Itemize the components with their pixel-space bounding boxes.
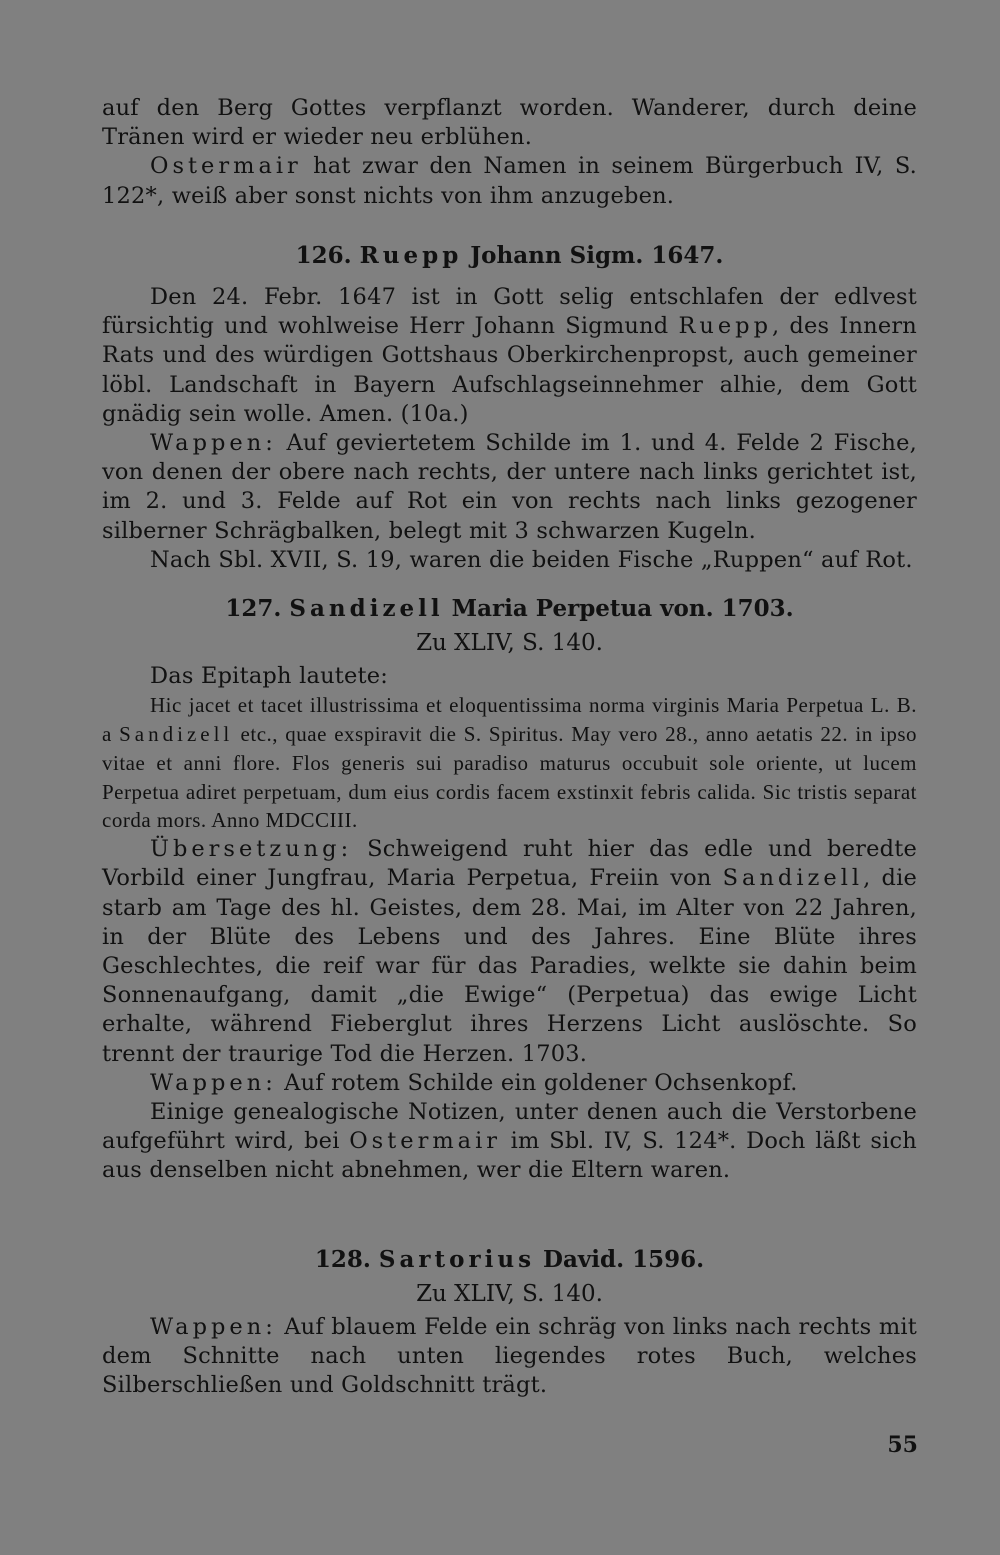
entry-128-wappen bbox=[102, 1313, 917, 1401]
wappen-label: Wappen: bbox=[150, 430, 277, 457]
wappen-text: Auf rotem Schilde ein goldener Ochsenkopf. bbox=[284, 1069, 798, 1096]
entry-127-wappen bbox=[102, 1069, 917, 1098]
entry-126 bbox=[102, 241, 917, 575]
wappen-label: Wappen: bbox=[150, 1069, 277, 1096]
paragraph-text: Den 24. Febr. 1647 ist in Gott selig entschlafen der edlvest fürsichtig und wohlweise Herr Johann Sigmund bbox=[102, 284, 917, 340]
wappen-label: Wappen: bbox=[150, 1314, 277, 1340]
person-name: Ruepp bbox=[678, 313, 772, 340]
wappen-text: Auf blauem Felde ein schräg von links nach rechts mit dem Schnitte nach unten liegendes rotes Buch, welches Silberschließen und Goldschnitt trägt. bbox=[102, 1314, 918, 1399]
paragraph-text: Schweigend ruht hier das edle und beredte Vorbild einer Jungfrau, Maria Perpetua, Freiin von bbox=[102, 836, 917, 892]
entry-given-name-year: David. 1596. bbox=[543, 1246, 705, 1273]
entry-126-text bbox=[102, 283, 917, 429]
entry-given-name-year: Maria Perpetua von. 1703. bbox=[451, 595, 794, 622]
paragraph-text: etc., quae exspiravit die S. Spiritus. May vero 28., anno aetatis 22. in ipso vitae et anni flore. Flos generis sui paradiso maturus occubuit sole oriente, ut lucem Perpetua adiret perpetuam, dum eius cordis facem exstinxit febris calida. Sic tristis separat corda mors. Anno MDCCIII. bbox=[102, 722, 918, 833]
translation-label: Übersetzung: bbox=[150, 836, 353, 863]
entry-127-heading bbox=[102, 594, 917, 624]
paragraph-text: , des Innern Rats und des würdigen Gottshaus Oberkirchenpropst, auch gemeiner löbl. Landschaft in Bayern Aufschlagseinnehmer alhie, dem Gott gnädig sein wolle. Amen. (10a.) bbox=[102, 313, 917, 427]
entry-126-wappen bbox=[102, 429, 917, 546]
entry-given-name-year: Johann Sigm. 1647. bbox=[470, 242, 724, 269]
person-name: Sandizell bbox=[722, 865, 864, 892]
person-name: Ostermair bbox=[150, 153, 302, 180]
translation-paragraph bbox=[102, 835, 917, 1069]
entry-number: 128. bbox=[314, 1246, 371, 1273]
person-name: Sandizell bbox=[119, 722, 234, 746]
entry-128 bbox=[102, 1245, 917, 1401]
entry-surname: Sartorius bbox=[378, 1246, 536, 1273]
paragraph-text: hat zwar den Namen in seinem Bürgerbuch IV, S. 122*, weiß aber sonst nichts von ihm anzugeben. bbox=[102, 153, 917, 209]
continuation-paragraph: auf den Berg Gottes verpflanzt worden. Wanderer, durch deine Tränen wird er wieder neu erblühen. bbox=[102, 95, 917, 151]
page-number: 55 bbox=[887, 1432, 918, 1458]
entry-127-notes bbox=[102, 1098, 917, 1186]
entry-126-note: Nach Sbl. XVII, S. 19, waren die beiden Fische „Ruppen“ auf Rot. bbox=[150, 546, 913, 573]
entry-surname: Sandizell bbox=[289, 595, 444, 622]
entry-number: 126. bbox=[295, 242, 352, 269]
person-name: Ostermair bbox=[349, 1128, 502, 1155]
entry-127 bbox=[102, 594, 917, 1186]
paragraph-text: Einige genealogische Notizen, unter denen auch die Verstorbene aufgeführt wird, bei bbox=[102, 1099, 917, 1155]
entry-128-reference: Zu XLIV, S. 140. bbox=[416, 1281, 603, 1307]
entry-surname: Ruepp bbox=[359, 242, 463, 269]
ostermair-paragraph bbox=[102, 152, 917, 210]
paragraph-text: Hic jacet et tacet illustrissima et eloquentissima norma virginis Maria Perpetua L. B. a bbox=[102, 693, 917, 746]
entry-number: 127. bbox=[225, 595, 282, 622]
epitaph-intro: Das Epitaph lautete: bbox=[150, 663, 389, 689]
entry-126-heading bbox=[102, 241, 917, 271]
latin-epitaph bbox=[102, 691, 917, 835]
entry-128-heading bbox=[102, 1245, 917, 1275]
continuation-block bbox=[102, 94, 917, 211]
paragraph-text: , die starb am Tage des hl. Geistes, dem 28. Mai, im Alter von 22 Jahren, in der Blüte des Lebens und des Jahres. Eine Blüte ihres Geschlechtes, die reif war für das Paradies, welkte sie dahin beim Sonnenaufgang, damit „die Ewige“ (Perpetua) das ewige Licht erhalte, während Fieberglut ihres Herzens Licht auslöschte. So trennt der traurige Tod die Herzen. 1703. bbox=[102, 865, 918, 1067]
wappen-text: Auf geviertetem Schilde im 1. und 4. Felde 2 Fische, von denen der obere nach rechts, der untere nach links gerichtet ist, im 2. und 3. Felde auf Rot ein von rechts nach links gezogener silberner Schrägbalken, belegt mit 3 schwarzen Kugeln. bbox=[102, 430, 917, 544]
paragraph-text: im Sbl. IV, S. 124*. Doch läßt sich aus denselben nicht abnehmen, wer die Eltern waren. bbox=[102, 1128, 917, 1184]
entry-127-reference: Zu XLIV, S. 140. bbox=[416, 630, 603, 656]
